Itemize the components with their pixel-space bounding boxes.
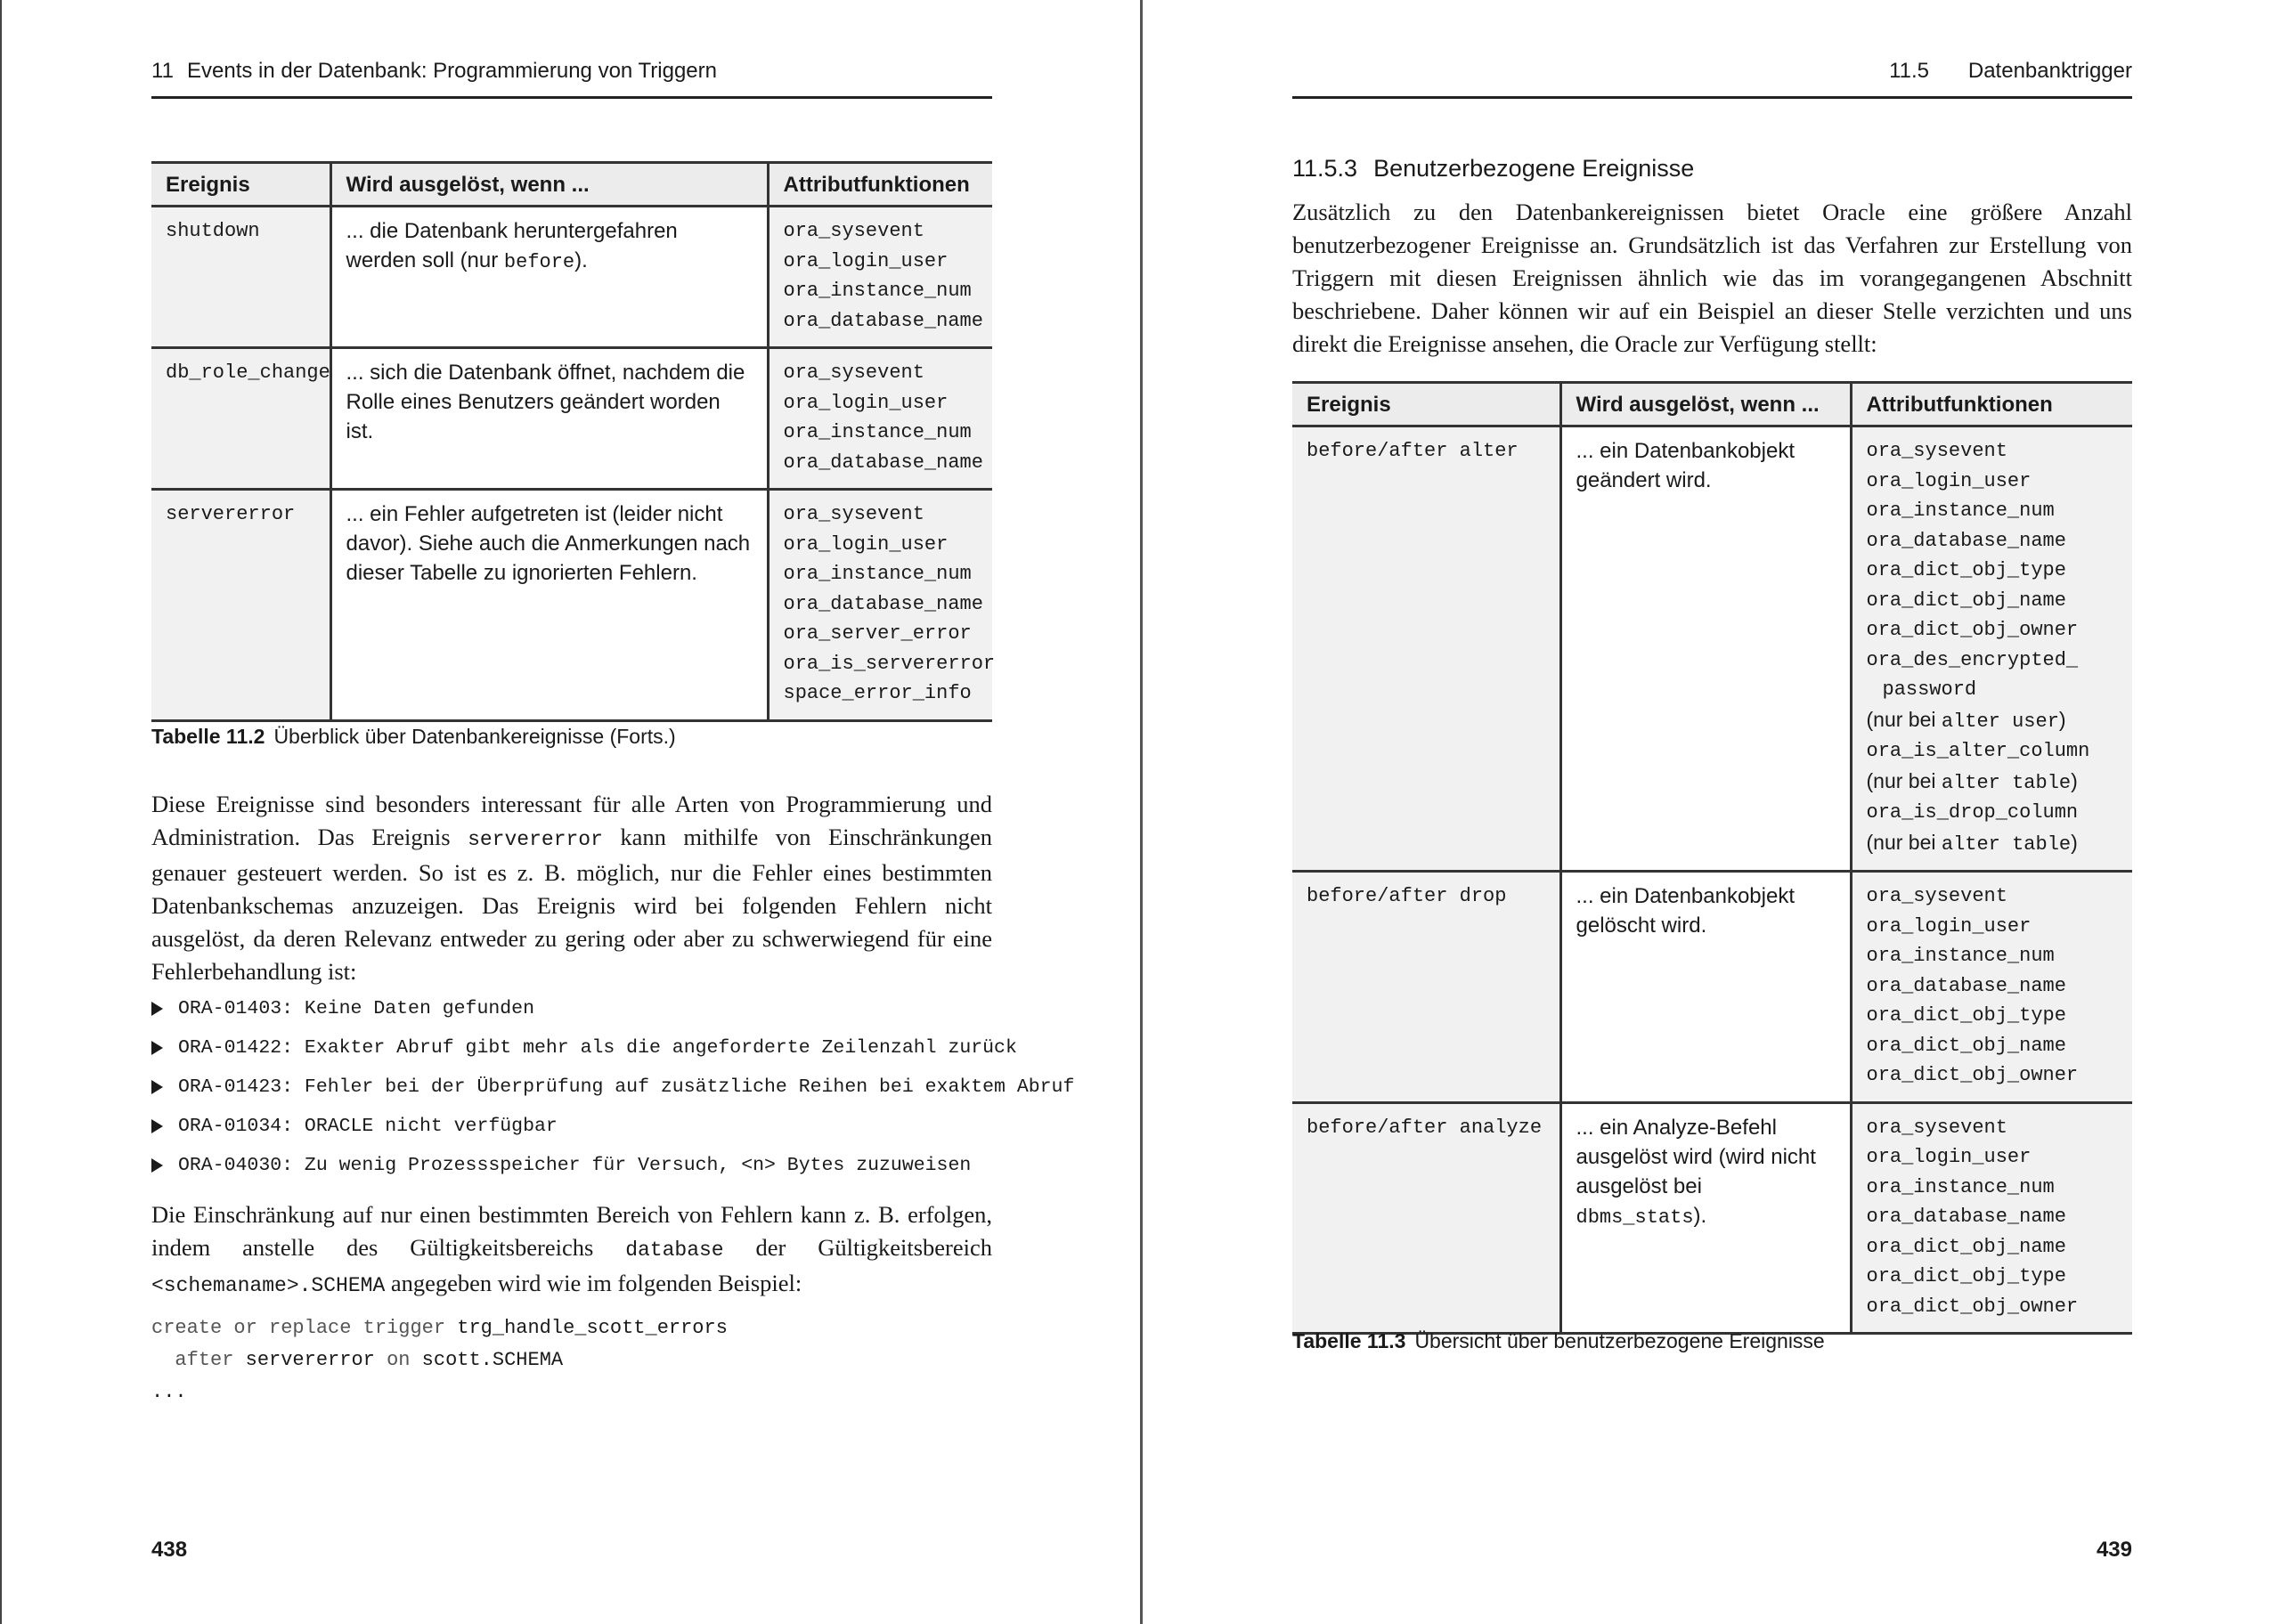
list-item: ORA-01034: ORACLE nicht verfügbar [151, 1113, 992, 1152]
attribute-function: ora_is_drop_column [1866, 801, 2079, 824]
attribute-function: ora_dict_obj_name [1866, 1235, 2066, 1258]
attribute-function: ora_database_name [1866, 1206, 2066, 1228]
table-row [151, 348, 992, 490]
caption-label: Tabelle 11.2 [151, 725, 265, 748]
description-cell: ... sich die Datenbank öffnet, nachdem die Rolle eines Benutzers geändert worden ist. [330, 348, 768, 490]
inline-code: database [625, 1238, 724, 1262]
attribute-function: ora_sysevent [783, 503, 924, 525]
table-caption [151, 725, 676, 749]
table-row [1292, 1102, 2132, 1334]
attribute-function: ora_database_name [783, 309, 983, 332]
page-number: 438 [151, 1538, 188, 1562]
description-cell: ... ein Datenbankobjekt geändert wird. [1560, 426, 1851, 872]
attribute-note: (nur bei alter table) [1866, 830, 2078, 856]
ignored-errors-list [151, 995, 1075, 1191]
event-cell: before/after drop [1292, 872, 1560, 1103]
attributes-cell [768, 207, 992, 348]
chapter-title: Events in der Datenbank: Programmierung von Triggern [187, 59, 717, 83]
attribute-function: ora_instance_num [783, 563, 972, 585]
attribute-function: ora_instance_num [1866, 499, 2055, 522]
attribute-function: ora_instance_num [783, 280, 972, 302]
attribute-function: ora_instance_num [1866, 1175, 2055, 1198]
section-title-head: Datenbanktrigger [1967, 59, 2132, 83]
column-header: Attributfunktionen [1851, 383, 2132, 426]
event-cell: before/after analyze [1292, 1102, 1560, 1334]
table-caption [1292, 1329, 1825, 1353]
bullet-triangle-icon [151, 1119, 163, 1133]
inline-code: <schemaname>.SCHEMA [151, 1274, 386, 1297]
list-item: ORA-01423: Fehler bei der Überprüfung auf zusätzliche Reihen bei exaktem Abruf [151, 1074, 992, 1113]
attribute-function: space_error_info [783, 682, 972, 704]
inline-code: dbms_stats [1576, 1206, 1694, 1229]
bullet-triangle-icon [151, 1002, 163, 1016]
attribute-function: ora_dict_obj_name [1866, 1034, 2066, 1057]
attribute-note: (nur bei alter table) [1866, 768, 2078, 794]
attribute-note: (nur bei alter user) [1866, 707, 2066, 733]
attribute-function: ora_login_user [1866, 469, 2032, 492]
bullet-triangle-icon [151, 1158, 163, 1173]
attribute-function: password [1882, 678, 1977, 701]
caption-label: Tabelle 11.3 [1292, 1329, 1406, 1352]
table-row [1292, 872, 2132, 1103]
column-header: Wird ausgelöst, wenn ... [330, 163, 768, 207]
attribute-function: ora_login_user [1866, 914, 2032, 938]
attribute-function: ora_login_user [783, 391, 949, 414]
table-row [1292, 426, 2132, 872]
body-paragraph: Diese Ereignisse sind besonders interessant für alle Arten von Programmierung und Administration. Das Ereignis servererror kann mithilfe von Einschränkungen genauer gesteuert werden. So ist es z. B. möglich, nur die Fehler eines bestimmten Datenbankschemas anzuzeigen. Das Ereignis wird bei folgenden Fehlern nicht ausgelöst, da deren Relevanz entweder zu gering oder aber zu schwerwiegend für eine Fehlerbehandlung ist: [151, 791, 992, 985]
user-events-table [1292, 381, 2132, 1335]
attribute-function: ora_is_servererror [783, 652, 996, 675]
attribute-function: ora_instance_num [1866, 945, 2055, 967]
column-header: Ereignis [1292, 383, 1560, 426]
table-header-row [1292, 383, 2132, 426]
inline-code: servererror [468, 828, 603, 851]
column-header: Attributfunktionen [768, 163, 992, 207]
table-row [151, 490, 992, 721]
attribute-function: ora_dict_obj_type [1866, 1004, 2066, 1027]
code-line: create or replace trigger trg_handle_scott_errors [151, 1317, 728, 1339]
list-item: ORA-01403: Keine Daten gefunden [151, 995, 992, 1035]
event-cell: before/after alter [1292, 426, 1560, 872]
inline-code: before [503, 251, 575, 273]
chapter-number: 11 [151, 59, 174, 83]
attributes-cell [1851, 872, 2132, 1103]
attribute-function: ora_database_name [783, 451, 983, 474]
caption-text: Überblick über Datenbankereignisse (Forts.) [273, 725, 676, 748]
attribute-function: ora_server_error [783, 622, 972, 645]
attribute-function: ora_login_user [1866, 1146, 2032, 1168]
column-header: Ereignis [151, 163, 330, 207]
attributes-cell [1851, 426, 2132, 872]
attribute-function: ora_dict_obj_name [1866, 589, 2066, 612]
attribute-function: ora_sysevent [1866, 885, 2007, 907]
attribute-function: ora_dict_obj_type [1866, 1265, 2066, 1287]
running-head-left [151, 59, 992, 99]
column-header: Wird ausgelöst, wenn ... [1560, 383, 1851, 426]
event-cell: servererror [151, 490, 330, 721]
attribute-function: ora_database_name [783, 592, 983, 615]
list-item: ORA-04030: Zu wenig Prozessspeicher für Versuch, <n> Bytes zuzuweisen [151, 1152, 992, 1191]
attribute-function: ora_dict_obj_owner [1866, 1295, 2079, 1318]
table-header-row [151, 163, 992, 207]
list-item: ORA-01422: Exakter Abruf gibt mehr als die angeforderte Zeilenzahl zurück [151, 1035, 992, 1074]
attributes-cell [768, 348, 992, 490]
section-number: 11.5.3 [1292, 155, 1358, 182]
attribute-function: ora_dict_obj_owner [1866, 1064, 2079, 1086]
page-number: 439 [2096, 1538, 2132, 1562]
running-head-right [1292, 59, 2132, 99]
attribute-function: ora_dict_obj_type [1866, 559, 2066, 581]
attribute-function: ora_sysevent [1866, 1116, 2007, 1139]
attribute-function: ora_sysevent [1866, 440, 2007, 462]
section-heading [1292, 155, 1694, 183]
table-row [151, 207, 992, 348]
code-line: ... [151, 1381, 187, 1403]
code-line: after servererror on scott.SCHEMA [175, 1349, 564, 1371]
description-cell: ... ein Datenbankobjekt gelöscht wird. [1560, 872, 1851, 1103]
events-table-continued [151, 161, 996, 722]
attribute-function: ora_database_name [1866, 529, 2066, 552]
body-paragraph: Die Einschränkung auf nur einen bestimmten Bereich von Fehlern kann z. B. erfolgen, indem anstelle des Gültigkeitsbereichs database der Gültigkeitsbereich <schemaname>.SCHEMA angegeben wird wie im folgenden Beispiel: [151, 1201, 993, 1297]
attributes-cell [1851, 1102, 2132, 1334]
attribute-function: ora_sysevent [783, 220, 924, 242]
attribute-function: ora_is_alter_column [1866, 740, 2090, 762]
description-cell: ... ein Analyze-Befehl ausgelöst wird (wird nicht ausgelöst bei dbms_stats). [1560, 1102, 1851, 1334]
intro-paragraph: Zusätzlich zu den Datenbankereignissen bietet Oracle eine größere Anzahl benutzerbezogener Ereignisse an. Grundsätzlich ist das Verfahren zur Erstellung von Triggern mit diesen Ereignissen ähnlich wie das im vorangegangenen Abschnitt beschriebene. Daher können wir auf ein Beispiel an dieser Stelle verzichten und uns direkt die Ereignisse ansehen, die Oracle zur Verfügung stellt: [1292, 199, 2132, 357]
description-cell: ... die Datenbank heruntergefahren werden soll (nur before). [330, 207, 768, 348]
attribute-function: ora_login_user [783, 532, 949, 556]
attribute-function: ora_login_user [783, 249, 949, 272]
attributes-cell [768, 490, 996, 721]
attribute-function: ora_dict_obj_owner [1866, 619, 2079, 641]
attribute-function: ora_sysevent [783, 361, 924, 384]
bullet-triangle-icon [151, 1080, 163, 1094]
bullet-triangle-icon [151, 1041, 163, 1055]
event-cell: shutdown [151, 207, 330, 348]
right-page [1140, 0, 2280, 1624]
code-listing [151, 1312, 728, 1409]
section-number-head: 11.5 [1889, 59, 1929, 83]
attribute-function: ora_des_encrypted_ [1866, 648, 2079, 671]
caption-text: Übersicht über benutzerbezogene Ereignisse [1414, 1329, 1825, 1352]
attribute-function: ora_database_name [1866, 974, 2066, 997]
description-cell: ... ein Fehler aufgetreten ist (leider nicht davor). Siehe auch die Anmerkungen nach dieser Tabelle zu ignorierten Fehlern. [330, 490, 768, 721]
section-title: Benutzerbezogene Ereignisse [1373, 155, 1695, 182]
attribute-function: ora_instance_num [783, 421, 972, 443]
event-cell: db_role_change [151, 348, 330, 490]
